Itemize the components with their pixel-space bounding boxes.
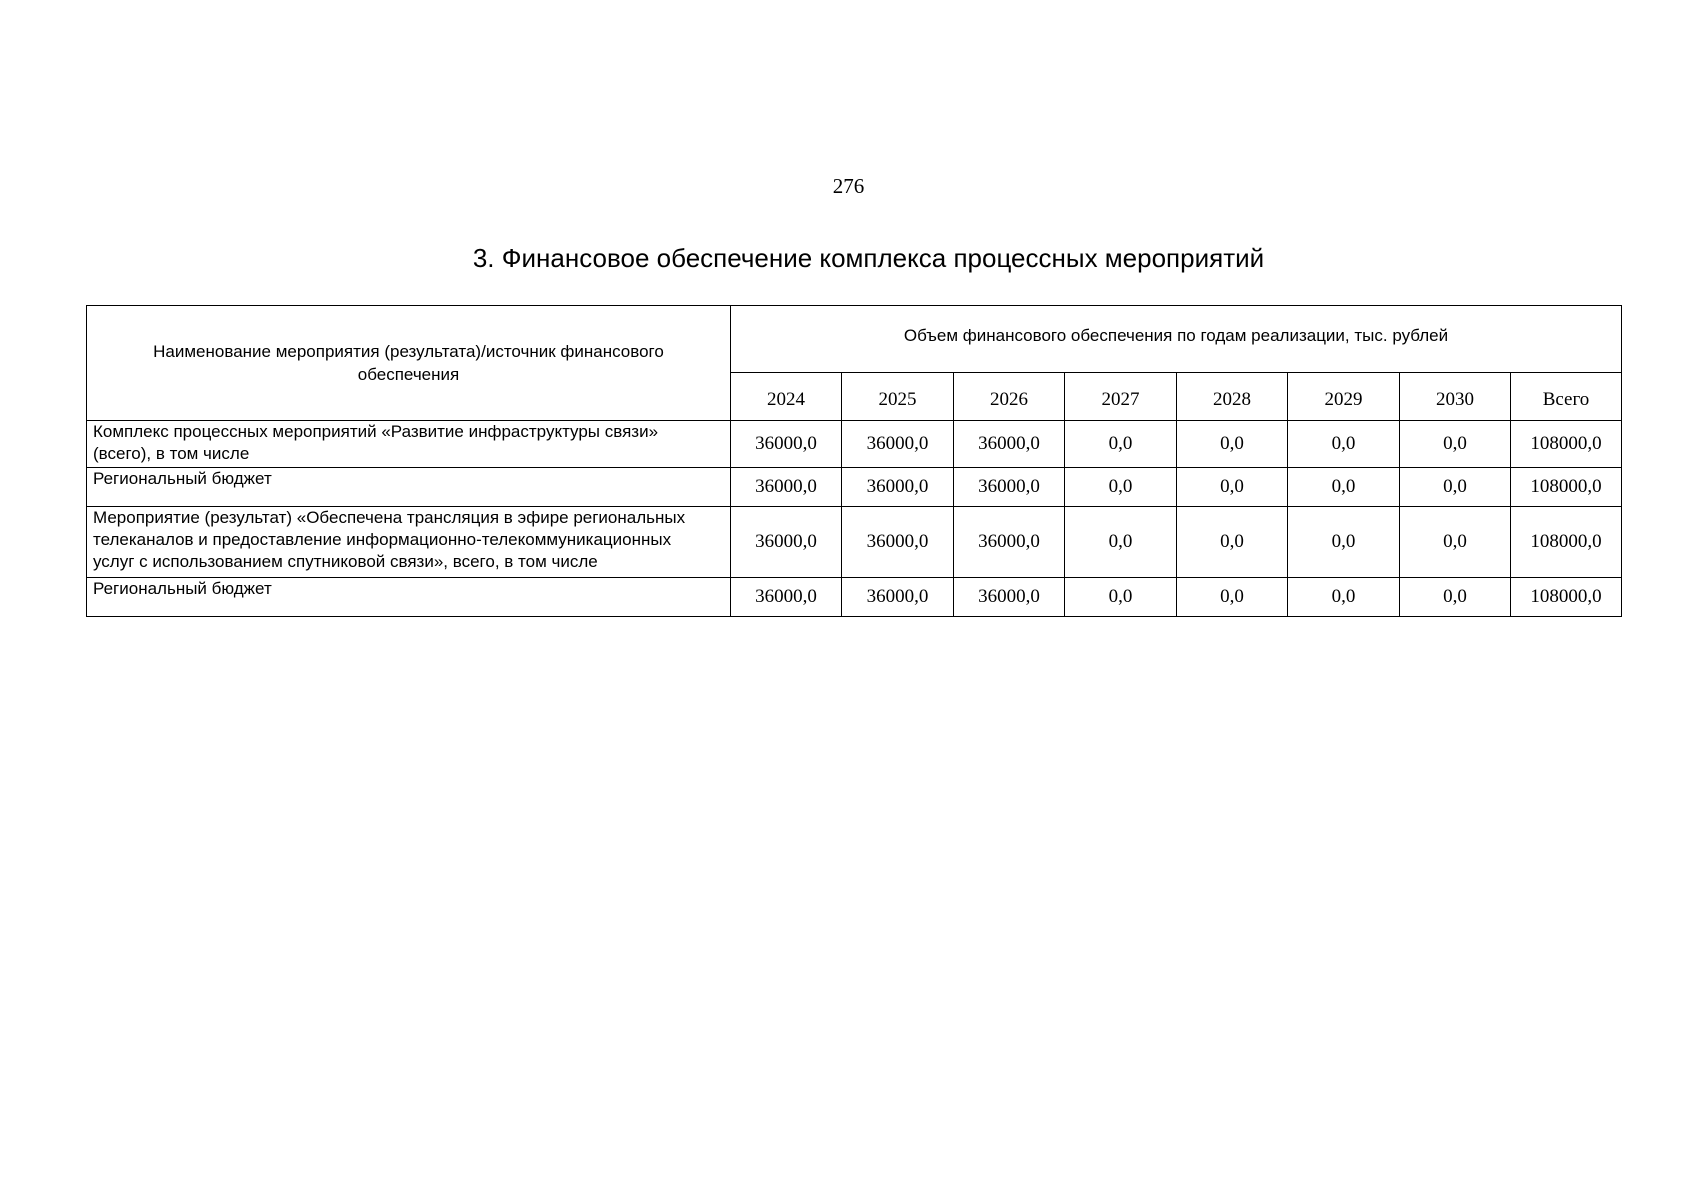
value-cell: 36000,0 (954, 578, 1065, 617)
value-cell: 36000,0 (731, 578, 842, 617)
value-cell: 0,0 (1065, 421, 1177, 468)
row-name-cell (87, 421, 731, 468)
value-cell: 0,0 (1177, 507, 1288, 578)
value-cell: 0,0 (1288, 421, 1400, 468)
row-name-cell (87, 507, 731, 578)
page-number: 276 (832, 174, 865, 198)
value-cell: 36000,0 (954, 468, 1065, 507)
header-year-cell: 2029 (1288, 373, 1400, 421)
value-cell: 0,0 (1288, 468, 1400, 507)
value-cell: 36000,0 (954, 507, 1065, 578)
value-cell: 36000,0 (954, 421, 1065, 468)
financing-table (86, 305, 1622, 617)
row-name-line: услуг с использованием спутниковой связи», всего, в том числе (93, 552, 598, 571)
value-cell: 0,0 (1177, 468, 1288, 507)
header-volume-cell: Объем финансового обеспечения по годам реализации, тыс. рублей (731, 306, 1622, 373)
value-cell: 36000,0 (842, 421, 954, 468)
value-cell: 0,0 (1400, 578, 1511, 617)
value-cell: 36000,0 (731, 468, 842, 507)
header-year-cell: 2027 (1065, 373, 1177, 421)
value-cell: 36000,0 (731, 507, 842, 578)
total-cell: 108000,0 (1511, 468, 1622, 507)
value-cell: 0,0 (1288, 578, 1400, 617)
header-name-cell: Наименование мероприятия (результата)/источник финансового обеспечения (87, 306, 731, 421)
value-cell: 0,0 (1065, 468, 1177, 507)
row-name-line: Мероприятие (результат) «Обеспечена трансляция в эфире региональных (93, 508, 686, 527)
total-cell: 108000,0 (1511, 507, 1622, 578)
row-name-cell (87, 578, 731, 617)
total-cell: 108000,0 (1511, 578, 1622, 617)
row-name-line: (всего), в том числе (93, 444, 250, 463)
table-header-row (87, 306, 1622, 373)
header-year-cell: 2028 (1177, 373, 1288, 421)
row-name-cell (87, 468, 731, 507)
value-cell: 36000,0 (842, 468, 954, 507)
table-row (87, 421, 1622, 468)
row-name-line: Региональный бюджет (93, 469, 272, 488)
section-title: 3. Финансовое обеспечение комплекса процессных мероприятий (472, 243, 1265, 273)
header-year-cell: 2030 (1400, 373, 1511, 421)
value-cell: 0,0 (1177, 421, 1288, 468)
row-name-line: Комплекс процессных мероприятий «Развитие инфраструктуры связи» (93, 422, 659, 441)
value-cell: 0,0 (1177, 578, 1288, 617)
table-row (87, 468, 1622, 507)
value-cell: 0,0 (1065, 507, 1177, 578)
header-year-cell: 2026 (954, 373, 1065, 421)
row-name-line: телеканалов и предоставление информационно-телекоммуникационных (93, 530, 672, 549)
table-row (87, 578, 1622, 617)
total-cell: 108000,0 (1511, 421, 1622, 468)
row-name-line: Региональный бюджет (93, 579, 272, 598)
value-cell: 36000,0 (842, 578, 954, 617)
header-year-cell: 2025 (842, 373, 954, 421)
value-cell: 0,0 (1400, 507, 1511, 578)
value-cell: 36000,0 (731, 421, 842, 468)
table-row (87, 507, 1622, 578)
value-cell: 0,0 (1288, 507, 1400, 578)
value-cell: 0,0 (1065, 578, 1177, 617)
header-total-cell: Всего (1511, 373, 1622, 421)
value-cell: 0,0 (1400, 468, 1511, 507)
value-cell: 36000,0 (842, 507, 954, 578)
value-cell: 0,0 (1400, 421, 1511, 468)
header-year-cell: 2024 (731, 373, 842, 421)
